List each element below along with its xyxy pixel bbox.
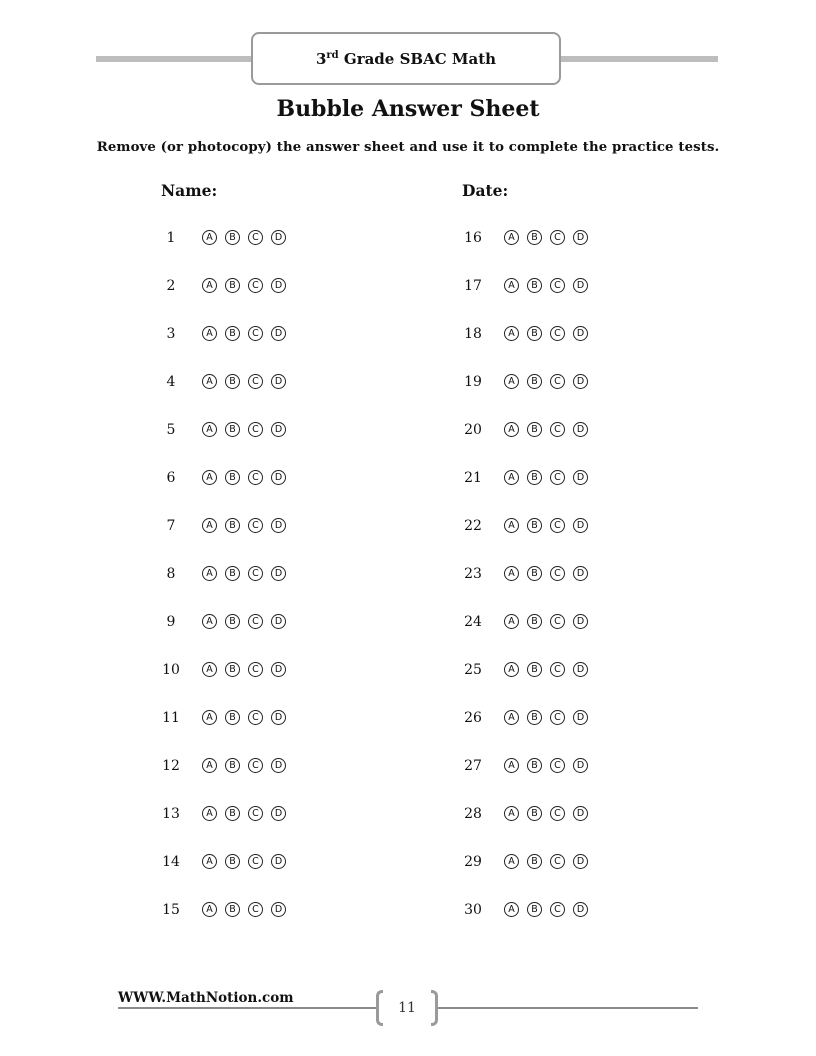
answer-bubble-a[interactable]: A — [202, 566, 217, 581]
header-rule-right — [558, 56, 718, 62]
answer-bubbles — [202, 706, 294, 725]
answer-bubble-b[interactable]: B — [225, 854, 240, 869]
answer-bubble-b[interactable]: B — [527, 806, 542, 821]
answer-bubble-c[interactable]: C — [248, 662, 263, 677]
answer-bubble-a[interactable]: A — [504, 854, 519, 869]
answer-bubble-a[interactable]: A — [504, 470, 519, 485]
answer-bubble-d[interactable]: D — [271, 662, 286, 677]
answer-bubble-a[interactable]: A — [202, 662, 217, 677]
question-row — [150, 898, 294, 946]
answer-bubble-d[interactable]: D — [573, 326, 588, 341]
answer-bubble-c[interactable]: C — [550, 662, 565, 677]
answer-bubble-b[interactable]: B — [225, 758, 240, 773]
question-row — [452, 802, 596, 850]
answer-bubble-b[interactable]: B — [225, 806, 240, 821]
answer-bubbles — [504, 898, 596, 917]
question-number: 22 — [464, 518, 482, 534]
answer-bubble-c[interactable]: C — [550, 422, 565, 437]
question-row — [452, 610, 596, 658]
question-number: 5 — [166, 422, 176, 438]
answer-bubble-a[interactable]: A — [202, 518, 217, 533]
answer-bubble-c[interactable]: C — [550, 230, 565, 245]
answer-bubble-a[interactable]: A — [202, 614, 217, 629]
date-label: Date: — [462, 181, 509, 200]
question-row — [150, 802, 294, 850]
answer-bubble-c[interactable]: C — [550, 710, 565, 725]
question-number: 6 — [166, 470, 176, 486]
answer-bubbles — [202, 898, 294, 917]
answer-bubble-b[interactable]: B — [225, 614, 240, 629]
answer-bubble-b[interactable]: B — [527, 230, 542, 245]
answer-bubble-b[interactable]: B — [527, 326, 542, 341]
answer-column-left — [150, 226, 294, 946]
answer-bubble-d[interactable]: D — [573, 278, 588, 293]
answer-bubble-d[interactable]: D — [271, 902, 286, 917]
answer-bubbles — [202, 754, 294, 773]
header-banner — [251, 32, 561, 85]
answer-bubble-c[interactable]: C — [248, 854, 263, 869]
answer-bubble-b[interactable]: B — [225, 230, 240, 245]
answer-bubble-d[interactable]: D — [573, 566, 588, 581]
answer-bubble-d[interactable]: D — [271, 422, 286, 437]
question-row — [452, 754, 596, 802]
question-row — [150, 658, 294, 706]
question-row — [452, 706, 596, 754]
page-number-box — [376, 990, 438, 1026]
question-number: 18 — [464, 326, 482, 342]
header-title: 3rd Grade SBAC Math — [315, 49, 497, 68]
answer-bubble-a[interactable]: A — [202, 326, 217, 341]
answer-bubbles — [202, 610, 294, 629]
answer-bubble-c[interactable]: C — [248, 278, 263, 293]
question-number: 29 — [464, 854, 482, 870]
answer-bubble-a[interactable]: A — [504, 518, 519, 533]
answer-bubble-c[interactable]: C — [550, 566, 565, 581]
answer-bubble-a[interactable]: A — [202, 758, 217, 773]
question-row — [150, 754, 294, 802]
answer-bubble-a[interactable]: A — [504, 566, 519, 581]
answer-bubble-d[interactable]: D — [573, 518, 588, 533]
answer-bubble-d[interactable]: D — [573, 374, 588, 389]
answer-bubble-d[interactable]: D — [573, 710, 588, 725]
answer-bubble-c[interactable]: C — [550, 854, 565, 869]
question-row — [452, 370, 596, 418]
answer-bubble-a[interactable]: A — [504, 422, 519, 437]
question-number: 14 — [162, 854, 180, 870]
answer-bubble-b[interactable]: B — [225, 326, 240, 341]
page-number: 11 — [398, 1000, 416, 1016]
answer-bubbles — [202, 322, 294, 341]
answer-bubble-c[interactable]: C — [550, 470, 565, 485]
answer-bubbles — [504, 850, 596, 869]
question-number: 27 — [464, 758, 482, 774]
answer-bubble-d[interactable]: D — [573, 470, 588, 485]
question-number: 23 — [464, 566, 482, 582]
answer-bubble-a[interactable]: A — [504, 278, 519, 293]
answer-bubbles — [202, 562, 294, 581]
answer-bubble-a[interactable]: A — [202, 470, 217, 485]
answer-bubble-c[interactable]: C — [550, 902, 565, 917]
answer-bubble-d[interactable]: D — [271, 326, 286, 341]
question-number: 8 — [166, 566, 176, 582]
question-row — [452, 466, 596, 514]
answer-bubble-d[interactable]: D — [271, 518, 286, 533]
answer-bubble-a[interactable]: A — [504, 662, 519, 677]
answer-bubble-b[interactable]: B — [527, 518, 542, 533]
question-number: 20 — [464, 422, 482, 438]
answer-bubble-a[interactable]: A — [504, 758, 519, 773]
answer-bubbles — [202, 514, 294, 533]
question-number: 17 — [464, 278, 482, 294]
answer-bubble-d[interactable]: D — [573, 806, 588, 821]
answer-bubble-a[interactable]: A — [504, 614, 519, 629]
answer-bubble-a[interactable]: A — [202, 710, 217, 725]
question-row — [150, 322, 294, 370]
question-number: 21 — [464, 470, 482, 486]
answer-bubble-b[interactable]: B — [225, 422, 240, 437]
header-rule-left — [96, 56, 256, 62]
question-number: 9 — [166, 614, 176, 630]
answer-bubble-b[interactable]: B — [527, 374, 542, 389]
question-row — [452, 562, 596, 610]
answer-bubble-c[interactable]: C — [550, 758, 565, 773]
answer-bubble-a[interactable]: A — [202, 902, 217, 917]
question-row — [452, 274, 596, 322]
answer-bubbles — [202, 226, 294, 245]
answer-bubbles — [202, 466, 294, 485]
answer-bubble-c[interactable]: C — [248, 518, 263, 533]
answer-bubble-b[interactable]: B — [225, 374, 240, 389]
question-number: 10 — [162, 662, 180, 678]
question-number: 2 — [166, 278, 176, 294]
question-row — [150, 514, 294, 562]
question-number: 12 — [162, 758, 180, 774]
answer-bubble-d[interactable]: D — [271, 278, 286, 293]
answer-bubble-c[interactable]: C — [550, 614, 565, 629]
question-number: 7 — [166, 518, 176, 534]
answer-bubble-d[interactable]: D — [573, 422, 588, 437]
question-row — [150, 850, 294, 898]
answer-bubble-d[interactable]: D — [271, 230, 286, 245]
answer-bubble-c[interactable]: C — [550, 278, 565, 293]
answer-bubble-d[interactable]: D — [573, 902, 588, 917]
question-row — [150, 418, 294, 466]
answer-bubble-c[interactable]: C — [248, 806, 263, 821]
answer-bubble-b[interactable]: B — [527, 278, 542, 293]
answer-bubble-b[interactable]: B — [225, 278, 240, 293]
question-row — [452, 226, 596, 274]
answer-bubble-d[interactable]: D — [271, 854, 286, 869]
question-number: 24 — [464, 614, 482, 630]
question-number: 11 — [162, 710, 180, 726]
answer-bubble-d[interactable]: D — [573, 230, 588, 245]
answer-bubbles — [202, 850, 294, 869]
answer-bubbles — [202, 658, 294, 677]
answer-bubble-d[interactable]: D — [573, 614, 588, 629]
answer-bubble-d[interactable]: D — [573, 758, 588, 773]
answer-bubble-d[interactable]: D — [573, 854, 588, 869]
answer-bubble-a[interactable]: A — [504, 902, 519, 917]
answer-bubbles — [504, 610, 596, 629]
question-number: 1 — [166, 230, 176, 246]
question-row — [452, 514, 596, 562]
answer-bubble-c[interactable]: C — [248, 326, 263, 341]
answer-bubble-d[interactable]: D — [271, 614, 286, 629]
answer-bubble-b[interactable]: B — [527, 614, 542, 629]
answer-bubbles — [202, 274, 294, 293]
answer-bubble-d[interactable]: D — [573, 662, 588, 677]
answer-bubble-b[interactable]: B — [527, 470, 542, 485]
answer-bubbles — [202, 370, 294, 389]
answer-bubble-c[interactable]: C — [550, 374, 565, 389]
answer-bubble-c[interactable]: C — [248, 374, 263, 389]
question-row — [150, 706, 294, 754]
answer-bubble-a[interactable]: A — [202, 278, 217, 293]
answer-bubble-c[interactable]: C — [550, 518, 565, 533]
answer-bubble-a[interactable]: A — [504, 374, 519, 389]
answer-bubble-b[interactable]: B — [225, 662, 240, 677]
answer-bubbles — [504, 754, 596, 773]
question-row — [150, 274, 294, 322]
answer-bubble-b[interactable]: B — [225, 710, 240, 725]
answer-bubble-c[interactable]: C — [248, 710, 263, 725]
answer-bubbles — [202, 418, 294, 437]
question-row — [452, 898, 596, 946]
question-row — [150, 610, 294, 658]
question-row — [452, 322, 596, 370]
answer-bubbles — [504, 658, 596, 677]
question-row — [452, 658, 596, 706]
footer-rule-right — [436, 1007, 698, 1009]
footer-rule-left — [118, 1007, 378, 1009]
answer-bubble-b[interactable]: B — [527, 710, 542, 725]
question-number: 28 — [464, 806, 482, 822]
answer-bubbles — [504, 322, 596, 341]
answer-bubble-b[interactable]: B — [527, 566, 542, 581]
question-number: 25 — [464, 662, 482, 678]
answer-bubble-d[interactable]: D — [271, 710, 286, 725]
answer-bubbles — [504, 226, 596, 245]
answer-column-right — [452, 226, 596, 946]
question-number: 15 — [162, 902, 180, 918]
question-row — [150, 466, 294, 514]
answer-bubble-a[interactable]: A — [202, 230, 217, 245]
question-row — [150, 226, 294, 274]
question-number: 16 — [464, 230, 482, 246]
answer-bubble-b[interactable]: B — [225, 566, 240, 581]
name-label: Name: — [161, 181, 218, 200]
question-number: 19 — [464, 374, 482, 390]
answer-bubble-d[interactable]: D — [271, 374, 286, 389]
answer-bubble-a[interactable]: A — [202, 374, 217, 389]
answer-bubbles — [202, 802, 294, 821]
question-number: 3 — [166, 326, 176, 342]
answer-bubbles — [504, 562, 596, 581]
answer-bubble-d[interactable]: D — [271, 566, 286, 581]
question-number: 4 — [166, 374, 176, 390]
answer-bubble-b[interactable]: B — [225, 518, 240, 533]
question-row — [452, 418, 596, 466]
question-number: 30 — [464, 902, 482, 918]
answer-bubble-c[interactable]: C — [248, 758, 263, 773]
question-row — [150, 370, 294, 418]
answer-bubble-a[interactable]: A — [202, 422, 217, 437]
answer-bubble-b[interactable]: B — [527, 854, 542, 869]
answer-bubbles — [504, 274, 596, 293]
answer-bubbles — [504, 802, 596, 821]
answer-bubbles — [504, 514, 596, 533]
answer-bubble-a[interactable]: A — [202, 806, 217, 821]
answer-bubble-b[interactable]: B — [527, 662, 542, 677]
answer-bubble-c[interactable]: C — [248, 566, 263, 581]
answer-bubble-a[interactable]: A — [504, 806, 519, 821]
answer-bubble-c[interactable]: C — [550, 806, 565, 821]
answer-bubble-b[interactable]: B — [225, 470, 240, 485]
answer-bubble-a[interactable]: A — [202, 854, 217, 869]
answer-bubble-c[interactable]: C — [550, 326, 565, 341]
answer-bubble-b[interactable]: B — [527, 422, 542, 437]
answer-bubble-c[interactable]: C — [248, 230, 263, 245]
question-number: 13 — [162, 806, 180, 822]
question-number: 26 — [464, 710, 482, 726]
answer-bubble-d[interactable]: D — [271, 758, 286, 773]
answer-bubbles — [504, 706, 596, 725]
page-title: Bubble Answer Sheet — [276, 96, 540, 122]
answer-bubbles — [504, 418, 596, 437]
answer-bubbles — [504, 370, 596, 389]
answer-bubble-c[interactable]: C — [248, 470, 263, 485]
instructions-text: Remove (or photocopy) the answer sheet and use it to complete the practice tests. — [96, 140, 720, 155]
question-row — [452, 850, 596, 898]
answer-bubble-c[interactable]: C — [248, 614, 263, 629]
answer-bubble-d[interactable]: D — [271, 806, 286, 821]
answer-bubble-b[interactable]: B — [527, 758, 542, 773]
answer-bubble-c[interactable]: C — [248, 422, 263, 437]
answer-bubble-a[interactable]: A — [504, 710, 519, 725]
answer-bubble-c[interactable]: C — [248, 902, 263, 917]
question-row — [150, 562, 294, 610]
answer-bubble-d[interactable]: D — [271, 470, 286, 485]
answer-bubble-b[interactable]: B — [225, 902, 240, 917]
answer-bubble-a[interactable]: A — [504, 230, 519, 245]
footer-website: WWW.MathNotion.com — [118, 990, 294, 1006]
answer-bubble-b[interactable]: B — [527, 902, 542, 917]
answer-bubbles — [504, 466, 596, 485]
answer-bubble-a[interactable]: A — [504, 326, 519, 341]
